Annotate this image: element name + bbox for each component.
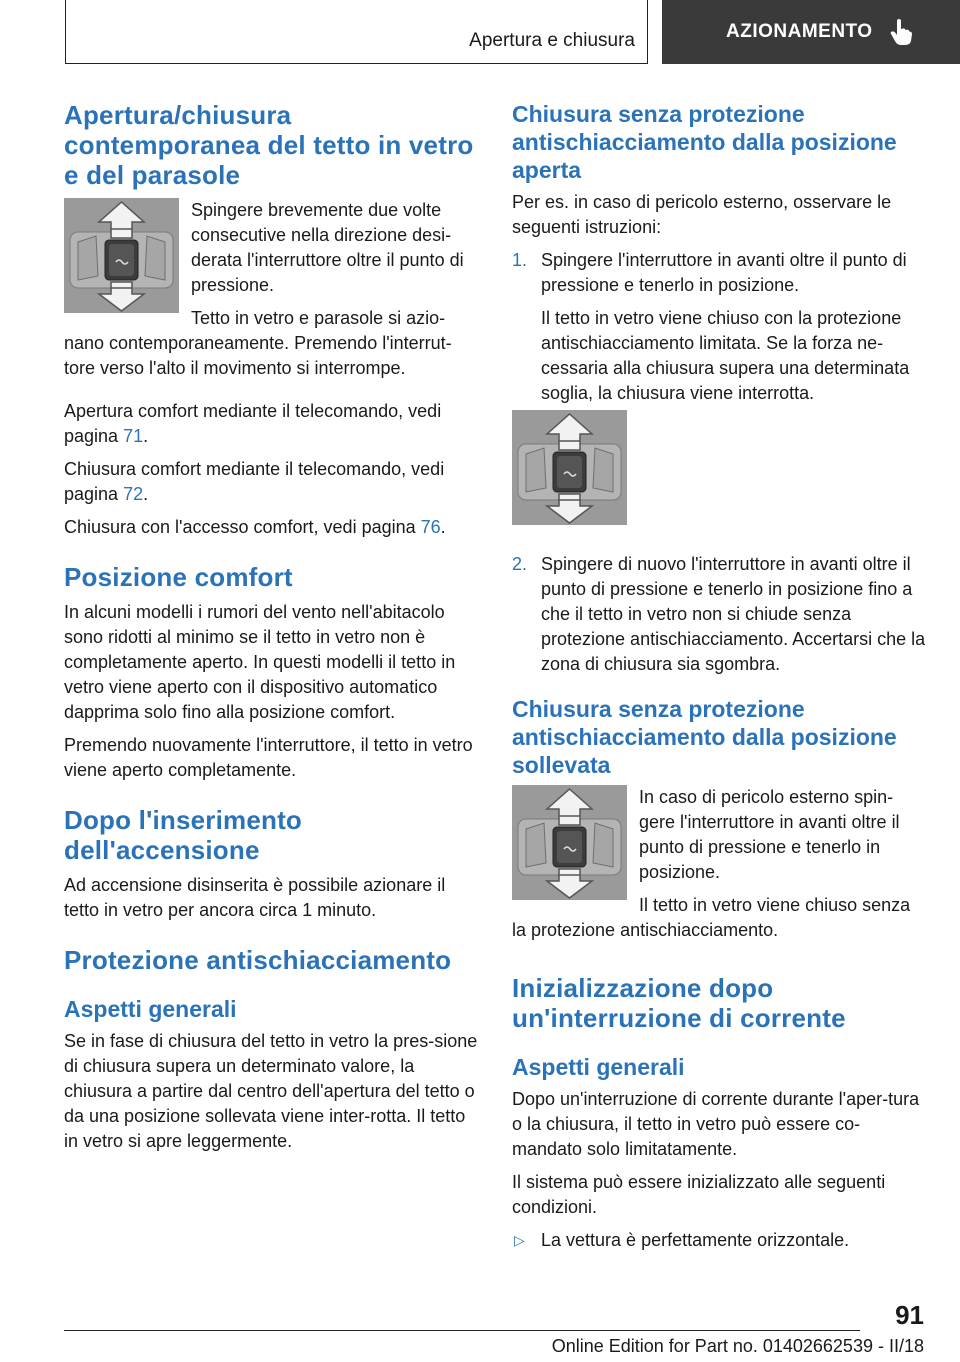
paragraph: Ad accensione disinserita è possibile azionare il tetto in vetro per ancora circa 1 minuto. (64, 875, 446, 920)
section-close-from-raised (512, 695, 928, 951)
list-item (512, 248, 928, 406)
section-pinch-protection (64, 945, 480, 1154)
page-number: 91 (895, 1300, 924, 1330)
text: Chiusura con l'accesso comfort, vedi pagina (64, 517, 421, 537)
chapter-label: AZIONAMENTO (726, 21, 873, 42)
step-number: 1. (512, 250, 528, 270)
paragraph: Premendo nuovamente l'interruttore, il tetto in vetro viene aperto completamente. (64, 735, 473, 780)
left-column (64, 100, 480, 1176)
paragraph: Spingere brevemente due volte consecutive nella direzione desi-derata l'interruttore oltre il punto di pressione. (191, 200, 464, 295)
paragraph: Tetto in vetro e parasole si azio-nano contemporaneamente. Premendo l'interrut-tore verso l'alto il movimento si interrompe. (64, 308, 452, 378)
page-link-76[interactable]: 76 (420, 517, 441, 537)
paragraph (64, 457, 480, 507)
text: . (143, 484, 149, 504)
paragraph: In alcuni modelli i rumori del vento nell'abitacolo sono ridotti al minimo se il tetto in vetro non è completamente aperto. In questi modelli il tetto in vetro viene aperto con il dispositivo automatico dapprima solo fino alla posizione comfort. (64, 602, 456, 722)
footer-edition: Online Edition for Part no. 01402662539 - II/18 (551, 1336, 924, 1356)
section-close-from-open (512, 100, 928, 677)
paragraph: Dopo un'interruzione di corrente durante l'aper-tura o la chiusura, il tetto in vetro può essere co-mandato solo limitatamente. (512, 1089, 920, 1159)
paragraph: In caso di pericolo esterno spin-gere l'interruttore in avanti oltre il punto di pressione e tenerlo in posizione. (639, 787, 900, 882)
section-title: Posizione comfort (64, 562, 293, 592)
right-column (512, 100, 928, 1275)
paragraph: Il tetto in vetro viene chiuso senza la protezione antischiacciamento. (512, 895, 911, 940)
text: . (143, 426, 149, 446)
subsection-title: Aspetti generali (64, 996, 237, 1022)
text: Apertura comfort mediante il telecomando, vedi pagina (64, 401, 442, 446)
paragraph (64, 399, 480, 449)
roof-switch-illustration (512, 410, 627, 525)
section-title: Protezione antischiacciamento (64, 945, 452, 975)
list-item (512, 552, 928, 677)
text: Chiusura comfort mediante il telecomando, vedi pagina (64, 459, 445, 504)
paragraph: Spingere l'interruttore in avanti oltre il punto di pressione e tenerlo in posizione. (541, 250, 907, 295)
section-title: Inizializzazione dopo un'interruzione di corrente (512, 973, 846, 1033)
step-number: 2. (512, 554, 528, 574)
bullet-text: La vettura è perfettamente orizzontale. (541, 1230, 850, 1250)
paragraph: Il tetto in vetro viene chiuso con la protezione antischiacciamento limitata. Se la forza ne-cessaria alla chiusura supera una determinata soglia, la chiusura viene interrotta. (541, 308, 910, 403)
paragraph (64, 515, 480, 540)
hand-pointer-icon (889, 18, 913, 46)
section-title: Dopo l'inserimento dell'accensione (64, 805, 303, 865)
triangle-bullet-icon: ▷ (514, 1232, 525, 1248)
section-comfort-position (64, 562, 480, 783)
section-title: Chiusura senza protezione antischiacciamento dalla posizione sollevata (512, 696, 897, 778)
section-after-ignition (64, 805, 480, 923)
footer-divider (64, 1330, 860, 1331)
page-link-71[interactable]: 71 (123, 426, 144, 446)
steps-list (512, 248, 928, 406)
steps-list (512, 552, 928, 677)
paragraph: Spingere di nuovo l'interruttore in avanti oltre il punto di pressione e tenerlo in posizione fino a che il tetto in vetro non si chiude senza protezione antischiacciamento. Accertarsi che la zona di chiusura sia sgombra. (541, 554, 926, 674)
bullet-item (512, 1228, 928, 1253)
roof-switch-illustration (64, 198, 179, 313)
subsection-title: Aspetti generali (512, 1054, 685, 1080)
section-title: Apertura/chiusura contemporanea del tetto in vetro e del parasole (64, 100, 474, 190)
paragraph: Se in fase di chiusura del tetto in vetro la pres-sione di chiusura supera un determinato valore, la chiusura a partire dal centro dell'apertura del tetto o da una posizione sollevata viene inter-rotta. Il tetto in vetro si apre leggermente. (64, 1031, 478, 1151)
roof-switch-illustration (512, 785, 627, 900)
section-title: Chiusura senza protezione antischiacciamento dalla posizione aperta (512, 101, 897, 183)
paragraph: Per es. in caso di pericolo esterno, osservare le seguenti istruzioni: (512, 192, 892, 237)
page-link-72[interactable]: 72 (123, 484, 144, 504)
header-section-title: Apertura e chiusura (469, 30, 635, 51)
paragraph: Il sistema può essere inizializzato alle seguenti condizioni. (512, 1172, 886, 1217)
section-initialization (512, 973, 928, 1253)
header-chapter-tab (662, 0, 960, 64)
section-simultaneous-operation (64, 100, 480, 540)
text: . (440, 517, 446, 537)
